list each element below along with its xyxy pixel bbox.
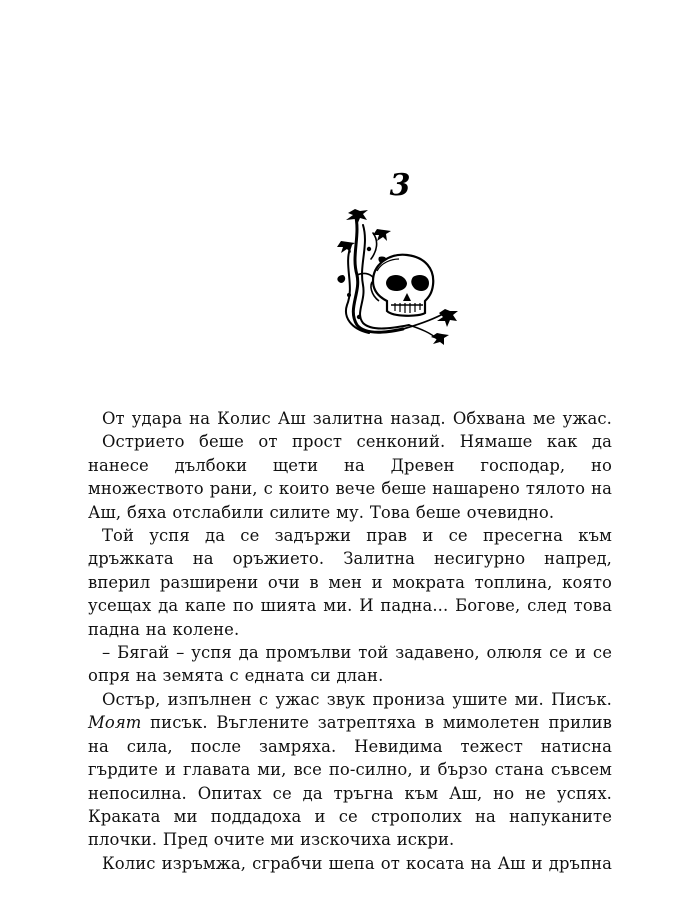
chapter-number: 3 xyxy=(389,168,411,203)
paragraph: Колис изръмжа, сграбчи шепа от косата на Аш и дръпна xyxy=(102,853,612,873)
emphasis-text: Моят xyxy=(88,713,142,733)
chapter-text xyxy=(88,407,612,875)
paragraph xyxy=(88,688,612,852)
paragraph-text: писък. Въглените затрептяха в мимолетен прилив на сила, после замряха. Невидима тежест натисна гърдите и главата ми, все по-силно, и бързо стана съвсем непосилна. Опитах се да тръгна към Аш, но не успях. Краката ми поддадоха и се строполих на напуканите плочки. Пред очите ми изскочиха искри. xyxy=(88,713,612,850)
paragraph-text: Остър, изпълнен с ужас звук прониза ушите ми. Писък. xyxy=(102,689,612,709)
paragraph: От удара на Колис Аш залитна назад. Обхвана ме ужас. xyxy=(102,409,612,428)
paragraph: Той успя да се задържи прав и се пресегна към дръжката на оръжието. Залитна несигурно напред, вперил разширени очи в мен и мократа топлина, която усещах да капе по шията ми. И падна... Богове, след това падна на колене. xyxy=(88,526,612,639)
paragraph: Острието беше от прост сенконий. Нямаше как да нанесе дълбоки щети на Древен господар, но множеството рани, с които вече беше нашарено тялото на Аш, бяха отслабили силите му. Това беше очевидно. xyxy=(88,432,612,522)
paragraph: – Бягай – успя да промълви той задавено, олюля се и се опря на земята с едната си длан. xyxy=(88,643,612,686)
skull-vine-icon xyxy=(333,205,463,345)
